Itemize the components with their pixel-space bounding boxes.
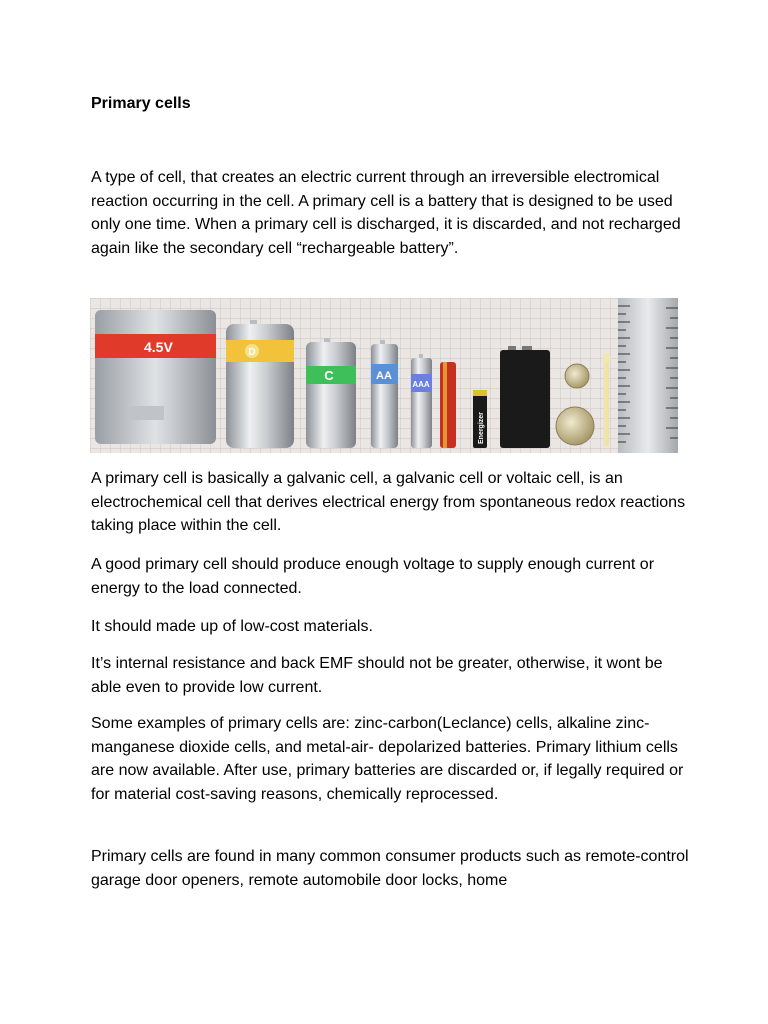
paragraph-cost: It should made up of low-cost materials. — [91, 618, 373, 635]
n-cell-battery — [440, 362, 456, 448]
nine-volt-battery — [500, 346, 550, 448]
lantern-battery — [95, 310, 216, 444]
aaaa-cell-battery — [473, 390, 487, 448]
paragraph-examples: Some examples of primary cells are: zinc-carbon(Leclance) cells, alkaline zinc-manganese dioxide cells, and metal-air- depolarized batteries. Primary lithium cells are now available. After use, primary batteries are discarded or, if legally required or for material cost-saving reasons, chemically reprocessed. — [91, 715, 684, 803]
paragraph-definition: A type of cell, that creates an electric current through an irreversible electromical reaction occurring in the cell. A primary cell is a battery that is designed to be used only one time. When a primary cell is discharged, it is discarded, and not recharged again like the secondary cell “rechargeable battery”. — [91, 169, 681, 257]
c-cell-battery — [306, 338, 356, 448]
aa-cell-battery — [371, 340, 398, 448]
batteries-photo — [90, 298, 678, 453]
aaa-cell-battery — [411, 354, 432, 448]
ruler — [618, 298, 678, 453]
paragraph-voltage: A good primary cell should produce enough voltage to supply enough current or energy to the load connected. — [91, 556, 655, 597]
c-cell-label: C — [324, 368, 334, 383]
paragraph-uses: Primary cells are found in many common consumer products such as remote-control garage door openers, remote automobile door locks, home — [91, 848, 689, 889]
paragraph-resistance: It’s internal resistance and back EMF should not be greater, otherwise, it wont be able even to provide low current. — [91, 655, 663, 696]
d-cell-battery — [226, 320, 294, 448]
d-cell-label: D — [248, 347, 256, 358]
paragraph-galvanic: A primary cell is basically a galvanic cell, a galvanic cell or voltaic cell, is an electrochemical cell that derives electrical energy from spontaneous redox reactions taking place within the cell. — [91, 470, 686, 534]
aaaa-cell-label: Energizer — [478, 412, 485, 444]
aaa-cell-label: AAA — [412, 380, 430, 389]
lantern-label: 4.5V — [144, 339, 173, 355]
page-heading: Primary cells — [91, 95, 191, 112]
aa-cell-label: AA — [376, 370, 392, 382]
